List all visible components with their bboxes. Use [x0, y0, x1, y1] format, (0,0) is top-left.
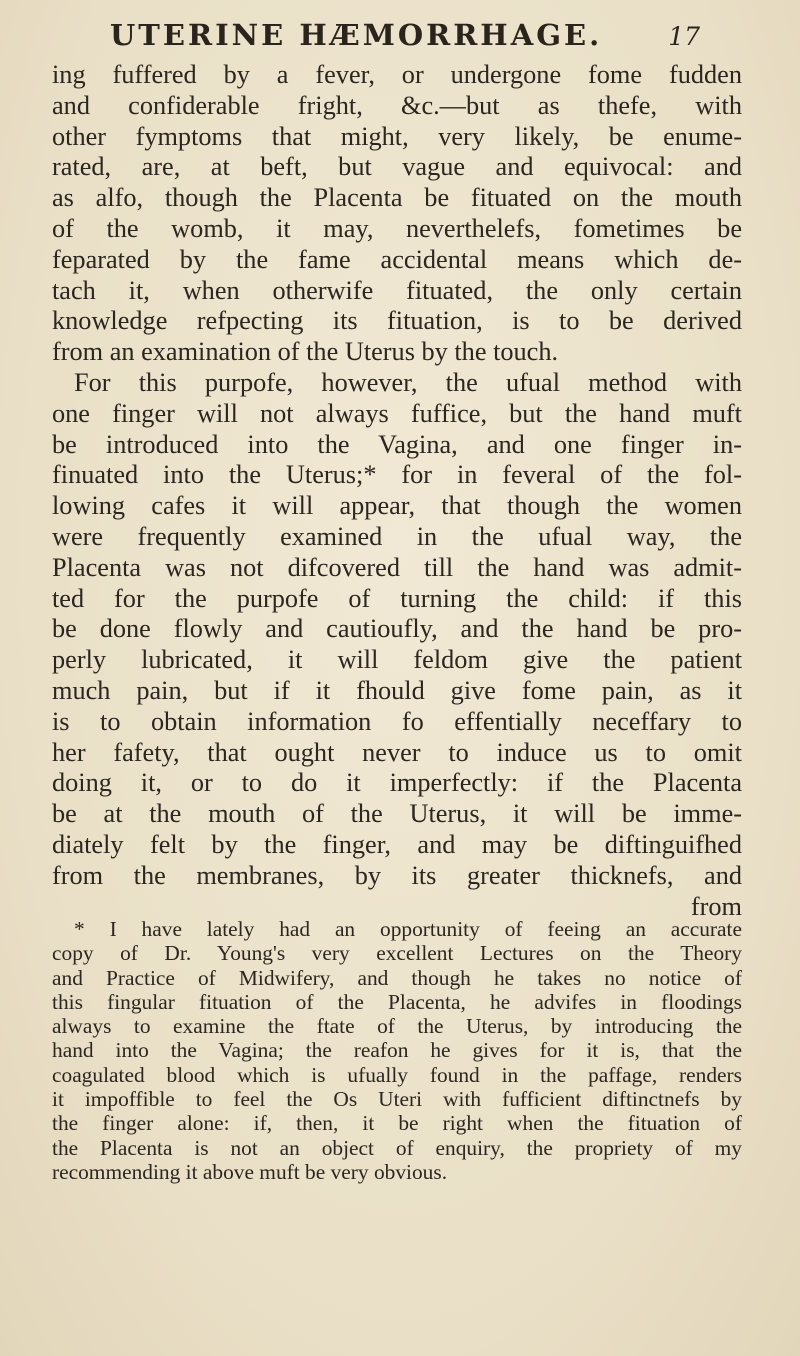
- footnote-line: hand into the Vagina; the reafon he gives for it is, that the: [52, 1038, 742, 1063]
- text-line: doing it, or to do it imperfectly: if the Placenta: [52, 768, 742, 798]
- footnote-line: this fingular fituation of the Placenta, he advifes in floodings: [52, 989, 742, 1014]
- text-line: as alfo, though the Placenta be fituated on the mouth: [52, 183, 742, 213]
- text-line: one finger will not always fuffice, but the hand muft: [52, 398, 742, 428]
- text-line: and confiderable fright, &c.—but as thefe, with: [52, 90, 742, 120]
- text-line: be done flowly and cautioufly, and the hand be pro-: [52, 614, 742, 644]
- footnote-line: copy of Dr. Young's very excellent Lectures on the Theory: [52, 941, 742, 966]
- text-line: Placenta was not difcovered till the hand was admit-: [52, 552, 742, 582]
- text-line: be introduced into the Vagina, and one finger in-: [52, 429, 742, 459]
- text-line: of the womb, it may, neverthelefs, fometimes be: [52, 213, 742, 243]
- text-line: ted for the purpofe of turning the child: if this: [52, 583, 742, 613]
- text-line: her fafety, that ought never to induce us to omit: [52, 737, 742, 767]
- footnote-line: always to examine the ftate of the Uterus, by introducing the: [52, 1014, 742, 1039]
- text-line: tach it, when otherwife fituated, the only certain: [52, 275, 742, 305]
- footnote-line: it impoffible to feel the Os Uteri with fufficient diftinctnefs by: [52, 1087, 742, 1112]
- text-line: feparated by the fame accidental means which de-: [52, 244, 742, 274]
- page-header: [110, 18, 700, 62]
- main-text: [52, 60, 742, 922]
- text-line: from an examination of the Uterus by the touch.: [52, 337, 559, 367]
- text-line: other fymptoms that might, very likely, be enume-: [52, 121, 742, 151]
- text-line: finuated into the Uterus;* for in feveral of the fol-: [52, 460, 742, 490]
- text-line: much pain, but if it fhould give fome pain, as it: [52, 675, 742, 705]
- text-line: from the membranes, by its greater thicknefs, and: [52, 860, 742, 890]
- text-line: were frequently examined in the ufual way, the: [52, 521, 742, 551]
- text-line: perly lubricated, it will feldom give the patient: [52, 645, 742, 675]
- footnote-line: and Practice of Midwifery, and though he takes no notice of: [52, 965, 742, 990]
- footnote-line: the finger alone: if, then, it be right when the fituation of: [52, 1111, 742, 1136]
- text-line: ing fuffered by a fever, or undergone fome fudden: [52, 60, 742, 89]
- page-number: 17: [668, 22, 700, 51]
- footnote-line: coagulated blood which is ufually found in the paffage, renders: [52, 1062, 742, 1087]
- text-line: is to obtain information fo effentially neceffary to: [52, 706, 742, 736]
- footnote-line: * I have lately had an opportunity of feeing an accurate: [74, 917, 742, 941]
- text-line: knowledge refpecting its fituation, is to be derived: [52, 306, 742, 336]
- catchword: from: [690, 891, 742, 921]
- text-line: diately felt by the finger, and may be diftinguifhed: [52, 829, 742, 859]
- paragraph-start-line: For this purpofe, however, the ufual method with: [74, 367, 742, 397]
- footnote-line: recommending it above muft be very obvious.: [52, 1159, 448, 1184]
- footnote: [52, 917, 742, 1184]
- footnote-line: the Placenta is not an object of enquiry, the propriety of my: [52, 1135, 742, 1160]
- running-head: UTERINE HÆMORRHAGE.: [110, 18, 603, 52]
- text-line: rated, are, at beft, but vague and equivocal: and: [52, 152, 742, 182]
- text-line: lowing cafes it will appear, that though the women: [52, 491, 742, 521]
- text-line: be at the mouth of the Uterus, it will be imme-: [52, 799, 742, 829]
